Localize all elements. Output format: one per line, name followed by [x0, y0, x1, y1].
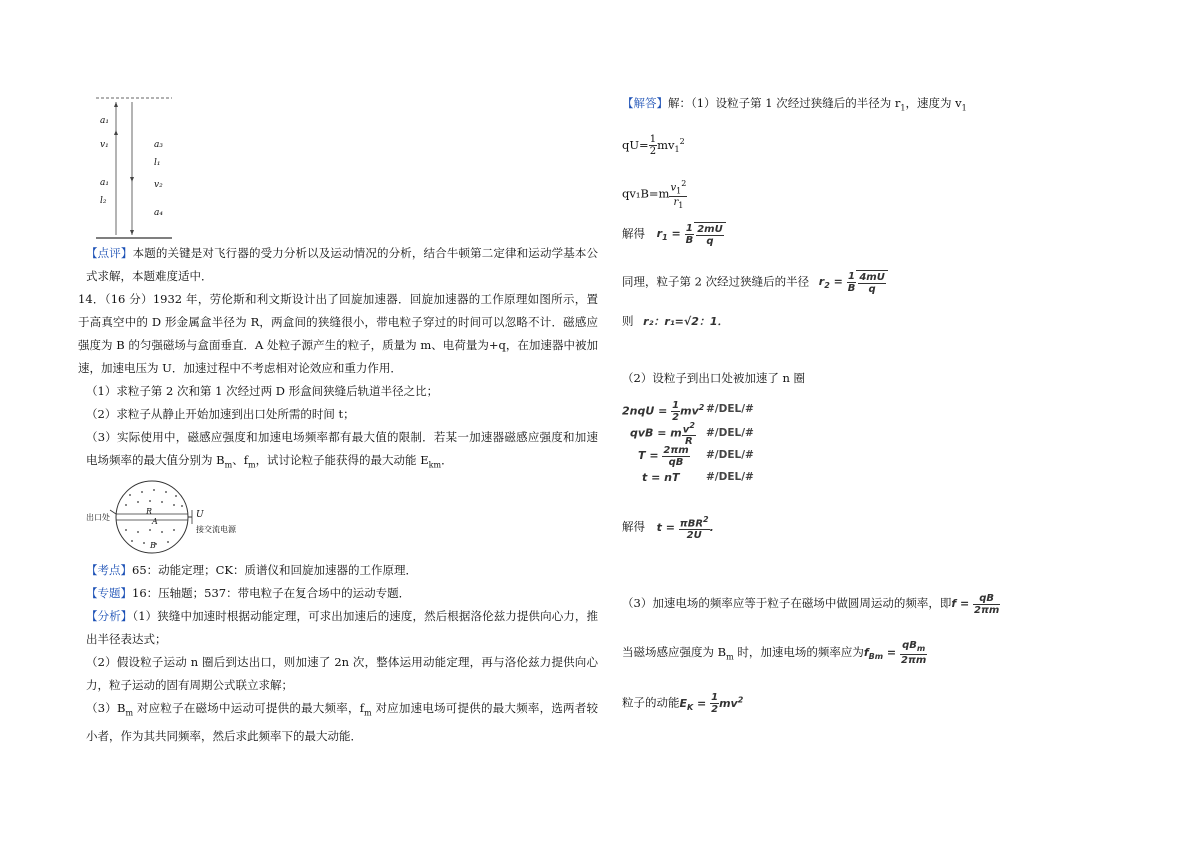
fenxi3-b: 对应粒子在磁场中运动可提供的最大频率，f: [133, 701, 364, 716]
fig2-r-label: R: [146, 507, 153, 517]
fig2-a-label: A: [152, 517, 158, 527]
jieda-tag: 【解答】: [622, 96, 668, 110]
question-1: （1）求粒子第 2 次和第 1 次经过两 D 形盒间狭缝后轨道半径之比；: [86, 384, 439, 398]
zhuanti-paragraph: [86, 582, 598, 605]
comment-tag: 【点评】: [86, 246, 133, 260]
eq-energy: qU= $\frac{1}{2}$ $mv_1^2$: [622, 134, 685, 158]
fig1-label-a1b: a₁: [100, 178, 109, 188]
q3-sub-m2: m: [247, 460, 256, 470]
kaodian-paragraph: [86, 559, 598, 582]
eq1-label: qU=: [622, 137, 649, 152]
eq1-frac: $\frac{1}{2}$: [649, 134, 657, 158]
f-formula: f = $\frac{qB}{2\pi m}$: [951, 592, 1000, 616]
fig1-label-v2: v₂: [154, 180, 163, 190]
part3-text: （3）加速电场的频率应等于粒子在磁场中做圆周运动的频率，即: [622, 596, 952, 610]
part2-equations: [622, 396, 822, 486]
del-1: #/DEL/#: [706, 403, 754, 415]
part3c-line: [622, 688, 743, 719]
fenxi3-sub1: m: [125, 708, 134, 718]
fenxi3-a: （3）B: [86, 701, 126, 716]
fig2-supply-label: 接交流电源: [196, 525, 236, 535]
eq-T: T = $\frac{2\pi m}{qB}$: [638, 444, 689, 468]
cyclotron-figure: [86, 480, 290, 555]
eq-lorentz: [622, 178, 687, 211]
ratio-eq: r₂：r₁=√2：1．: [643, 315, 729, 328]
fbm-formula: $f_{Bm}$ = $\frac{qB_m}{2\pi m}$: [863, 640, 927, 666]
r1-formula: $r_1$ = $\frac{1}{B}$ $\frac{2mU}{q}$: [657, 227, 726, 240]
force-analysis-figure: [92, 90, 182, 240]
eq2-frac: $\frac{v_1^2}{r_1}$: [670, 179, 687, 211]
fenxi3-c: 对应加速电场可提供的最大频率，选两者较小者，作为其共同频率，然后求此频率下的最大动能．: [86, 701, 598, 743]
fenxi-2: （2）假设粒子运动 n 圈后到达出口，则加速了 2n 次，整体运用动能定理，再与洛伦兹力提供向心力，粒子运动的固有周期公式联立求解；: [86, 655, 598, 693]
question-3-text: （3）实际使用中，磁感应强度和加速电场频率都有最大值的限制．若某一加速器磁感应强度和加速电场频率的最大值分别为 B: [86, 430, 598, 467]
eq-r2: [622, 270, 888, 297]
solve-label-2: 解得: [622, 519, 645, 534]
zhuanti-text: 16：压轴题；537：带电粒子在复合场中的运动专题．: [132, 586, 411, 601]
eq2-label: qv₁B=m: [622, 186, 670, 201]
fig2-u-label: U: [196, 510, 204, 521]
problem-number: 14．: [78, 292, 105, 306]
fig2-exit-label: 出口处: [86, 513, 110, 523]
r2-formula: $r_2$ = $\frac{1}{B}$ $\frac{4mU}{q}$: [819, 275, 888, 288]
fenxi-3: [86, 697, 598, 747]
kaodian-text: 65：动能定理；CK：质谱仪和回旋加速器的工作原理．: [132, 563, 418, 578]
fig1-label-v1: v₁: [100, 140, 109, 150]
jieda-intro-end: ，速度为 v: [905, 96, 962, 110]
eq-2nqU: 2nqU = $\frac{1}{2}$ $mv^2$: [622, 400, 705, 424]
problem-paragraph: [78, 288, 598, 380]
q3-tail: ．: [441, 453, 453, 467]
fig1-label-l2: l₂: [100, 196, 107, 206]
left-column: [78, 90, 599, 748]
fenxi3-sub2: m: [363, 708, 372, 718]
ratio-line: [622, 310, 729, 333]
eq-qvB: qvB = m $\frac{v^2}{R}$: [630, 421, 695, 448]
cyclotron-diagram-svg: [90, 480, 290, 555]
part3b-end: 时，加速电场的频率应为: [733, 645, 864, 659]
question-2: （2）求粒子从静止开始加速到出口处所需的时间 t；: [86, 407, 355, 421]
jieda-sub2: 1: [961, 103, 967, 113]
part3b-sub: m: [726, 652, 734, 662]
problem-text: （16 分）1932 年，劳伦斯和利文斯设计出了回旋加速器．回旋加速器的工作原理如图所示，置于高真空中的 D 形金属盒半径为 R，两盒间的狭缝很小，带电粒子穿过的时间可以忽略不计．磁感应强度为 B 的匀强磁场与盒面垂直．A 处粒子源产生的粒子，质量为 m、电荷量为+q，在加速器中被加速，加速电压为 U．加速过程中不考虑相对论效应和重力作用．: [78, 292, 598, 375]
ek-formula: $E_K$ = $\frac{1}{2}$ $mv^2$: [679, 692, 744, 716]
q3-sub-km: km: [428, 460, 442, 470]
part2-line: （2）设粒子到出口处被加速了 n 圈: [622, 371, 806, 385]
fenxi-tag: 【分析】: [86, 609, 133, 624]
fig2-b-label: B: [150, 541, 156, 551]
jieda-line: [622, 92, 967, 119]
fig1-label-a3: a₃: [154, 140, 163, 150]
ratio-prefix: 则: [622, 314, 634, 328]
del-2: #/DEL/#: [706, 427, 754, 439]
part3b-line: [622, 640, 927, 668]
fenxi-paragraph: [86, 605, 598, 651]
q3-mid: 、f: [232, 453, 248, 467]
kaodian-tag: 【考点】: [86, 563, 132, 578]
del-4: #/DEL/#: [706, 471, 754, 483]
eq-t: t = nT: [642, 471, 680, 484]
fig1-label-a4: a₄: [154, 208, 163, 218]
jieda-sub1: 1: [900, 103, 906, 113]
comment-text: 本题的关键是对飞行器的受力分析以及运动情况的分析，结合牛顿第二定律和运动学基本公式求解，本题难度适中．: [86, 246, 598, 283]
comment-paragraph: [86, 242, 598, 288]
fenxi-1: （1）狭缝中加速时根据动能定理，可求出加速后的速度，然后根据洛伦兹力提供向心力，推出半径表达式；: [86, 609, 599, 647]
right-column: [622, 90, 1122, 730]
part3c-text: 粒子的动能: [622, 695, 680, 710]
part3b-text: 当磁场感应强度为 B: [622, 645, 727, 659]
del-3: #/DEL/#: [706, 449, 754, 461]
fig1-label-l1: l₁: [154, 158, 161, 168]
t-formula: t = $\frac{\pi BR^2}{2U}$ .: [656, 515, 714, 542]
same-text: 同理，粒子第 2 次经过狭缝后的半径: [622, 274, 810, 289]
zhuanti-tag: 【专题】: [86, 586, 132, 601]
eq-r1: [622, 222, 726, 249]
question-3: [86, 426, 598, 476]
part3-line: [622, 592, 1000, 616]
fig1-label-a1: a₁: [100, 116, 109, 126]
q3-sub-m1: m: [224, 460, 233, 470]
q3-end: ，试讨论粒子能获得的最大动能 E: [255, 453, 429, 467]
jieda-intro: 解：（1）设粒子第 1 次经过狭缝后的半径为 r: [668, 96, 901, 110]
solve-label-1: 解得: [622, 226, 645, 241]
eq-t-solution: [622, 514, 714, 541]
